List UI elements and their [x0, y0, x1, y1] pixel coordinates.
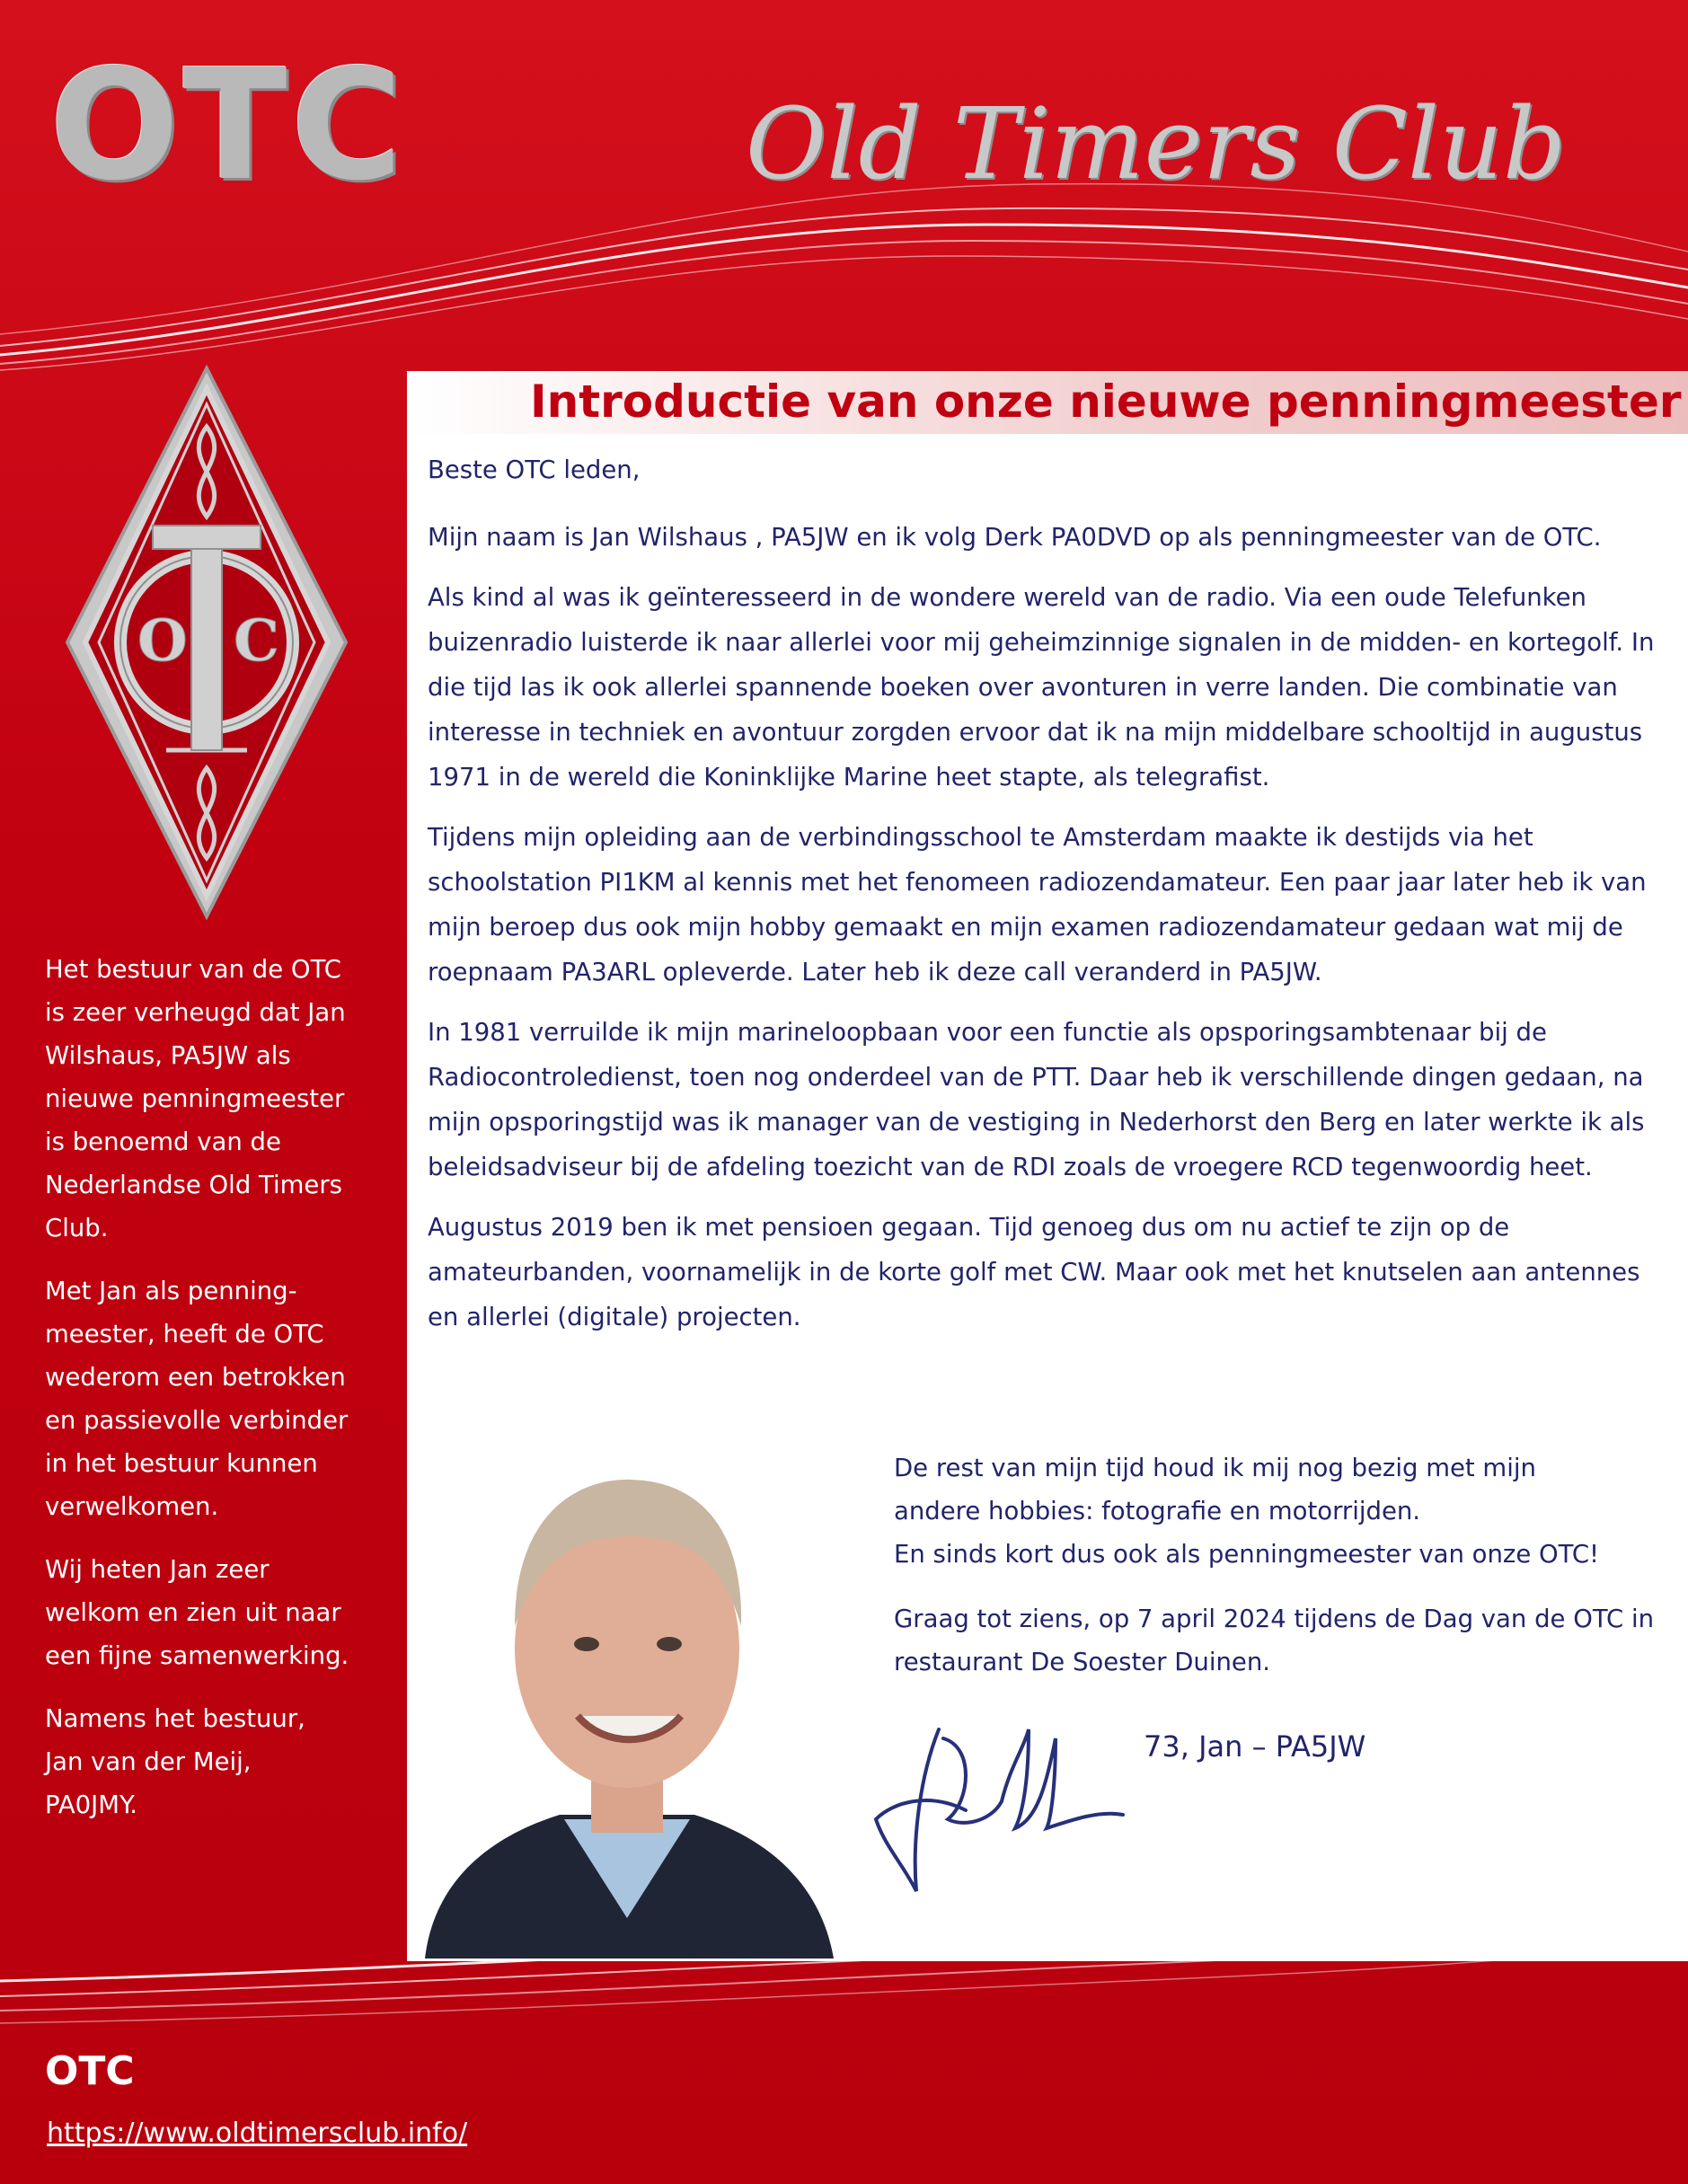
sidebar-welcome: Met Jan als penning-meester, heeft de OTC wederom een betrokken en passievolle verbinder in het bestuur kunnen verwelkomen.	[45, 1277, 349, 1521]
sidebar-signoff	[45, 1697, 368, 1826]
invitation-paragraph: Graag tot ziens, op 7 april 2024 tijdens de Dag van de OTC in restaurant De Soester Duinen.	[894, 1605, 1655, 1676]
salutation: Beste OTC leden,	[428, 455, 641, 484]
otc-logo-text: OTC	[49, 37, 407, 215]
closing-signoff: 73, Jan – PA5JW	[1144, 1729, 1366, 1764]
paragraph-intro: Mijn naam is Jan Wilshaus , PA5JW en ik volg Derk PA0DVD op als penningmeester van de OTC.	[428, 523, 1602, 552]
paragraph-training: Tijdens mijn opleiding aan de verbindingsschool te Amsterdam maakte ik destijds via het schoolstation PI1KM al kennis met het fenomeen radiozendamateur. Een paar jaar later heb ik van mijn beroep dus ook mijn hobby gemaakt en mijn examen radiozendamateur gedaan wat mij de roepnaam PA3ARL opleverde. Later heb ik deze call veranderd in PA5JW.	[428, 823, 1647, 986]
paragraph-career: In 1981 verruilde ik mijn marineloopbaan voor een functie als opsporingsambtenaar bij de Radiocontroledienst, toen nog onderdeel van de PTT. Daar heb ik verschillende dingen gedaan, na mijn opsporingstijd was ik manager van de vestiging in Nederhorst den Berg en later werkte ik als beleidsadviseur bij de afdeling toezicht van de RDI zoals de vroegere RCD tegenwoordig heet.	[428, 1018, 1645, 1181]
sidebar-sign-line-3: PA0JMY.	[45, 1791, 137, 1819]
hobbies-paragraph	[894, 1446, 1666, 1576]
svg-text:O: O	[137, 607, 188, 675]
paragraph-retirement: Augustus 2019 ben ik met pensioen gegaan. Tijd genoeg dus om nu actief te zijn op de amateurbanden, voornamelijk in de korte golf met CW. Maar ook met het knutselen aan antennes en allerlei (digitale) projecten.	[428, 1213, 1640, 1331]
club-title: Old Timers Club	[746, 86, 1567, 201]
article-body	[428, 447, 1663, 1355]
svg-text:C: C	[234, 607, 279, 675]
handwritten-signature	[867, 1711, 1127, 1909]
closing-column	[894, 1446, 1666, 1705]
hobbies-line-2: andere hobbies: fotografie en motorrijden.	[894, 1497, 1421, 1525]
sidebar-announcement: Het bestuur van de OTC is zeer verheugd dat Jan Wilshaus, PA5JW als nieuwe penningmeester is benoemd van de Nederlandse Old Timers Club.	[45, 955, 346, 1242]
sidebar-sign-line-1: Namens het bestuur,	[45, 1704, 305, 1733]
portrait-photo	[407, 1415, 847, 1959]
sidebar-sign-line-2: Jan van der Meij,	[45, 1747, 252, 1776]
sidebar-cooperation: Wij heten Jan zeer welkom en zien uit naar een fijne samenwerking.	[45, 1555, 349, 1670]
footer-website-link[interactable]: https://www.oldtimersclub.info/	[47, 2118, 468, 2149]
hobbies-line-3: En sinds kort dus ook als penningmeester van onze OTC!	[894, 1540, 1600, 1569]
otc-diamond-emblem	[63, 364, 350, 921]
paragraph-childhood: Als kind al was ik geïnteresseerd in de wondere wereld van de radio. Via een oude Telefunken buizenradio luisterde ik naar allerlei voor mij geheimzinnige signalen in de midden- en kortegolf. In die tijd las ik ook allerlei spannende boeken over avonturen in verre landen. Die combinatie van interesse in techniek en avontuur zorgden ervoor dat ik na mijn middelbare schooltijd in augustus 1971 in de wereld die Koninklijke Marine heet stapte, als telegrafist.	[428, 583, 1655, 791]
hobbies-line-1: De rest van mijn tijd houd ik mij nog bezig met mijn	[894, 1454, 1536, 1482]
article-heading: Introductie van onze nieuwe penningmeester	[530, 376, 1682, 428]
sidebar-text	[45, 948, 368, 1846]
footer-title: OTC	[45, 2048, 135, 2094]
